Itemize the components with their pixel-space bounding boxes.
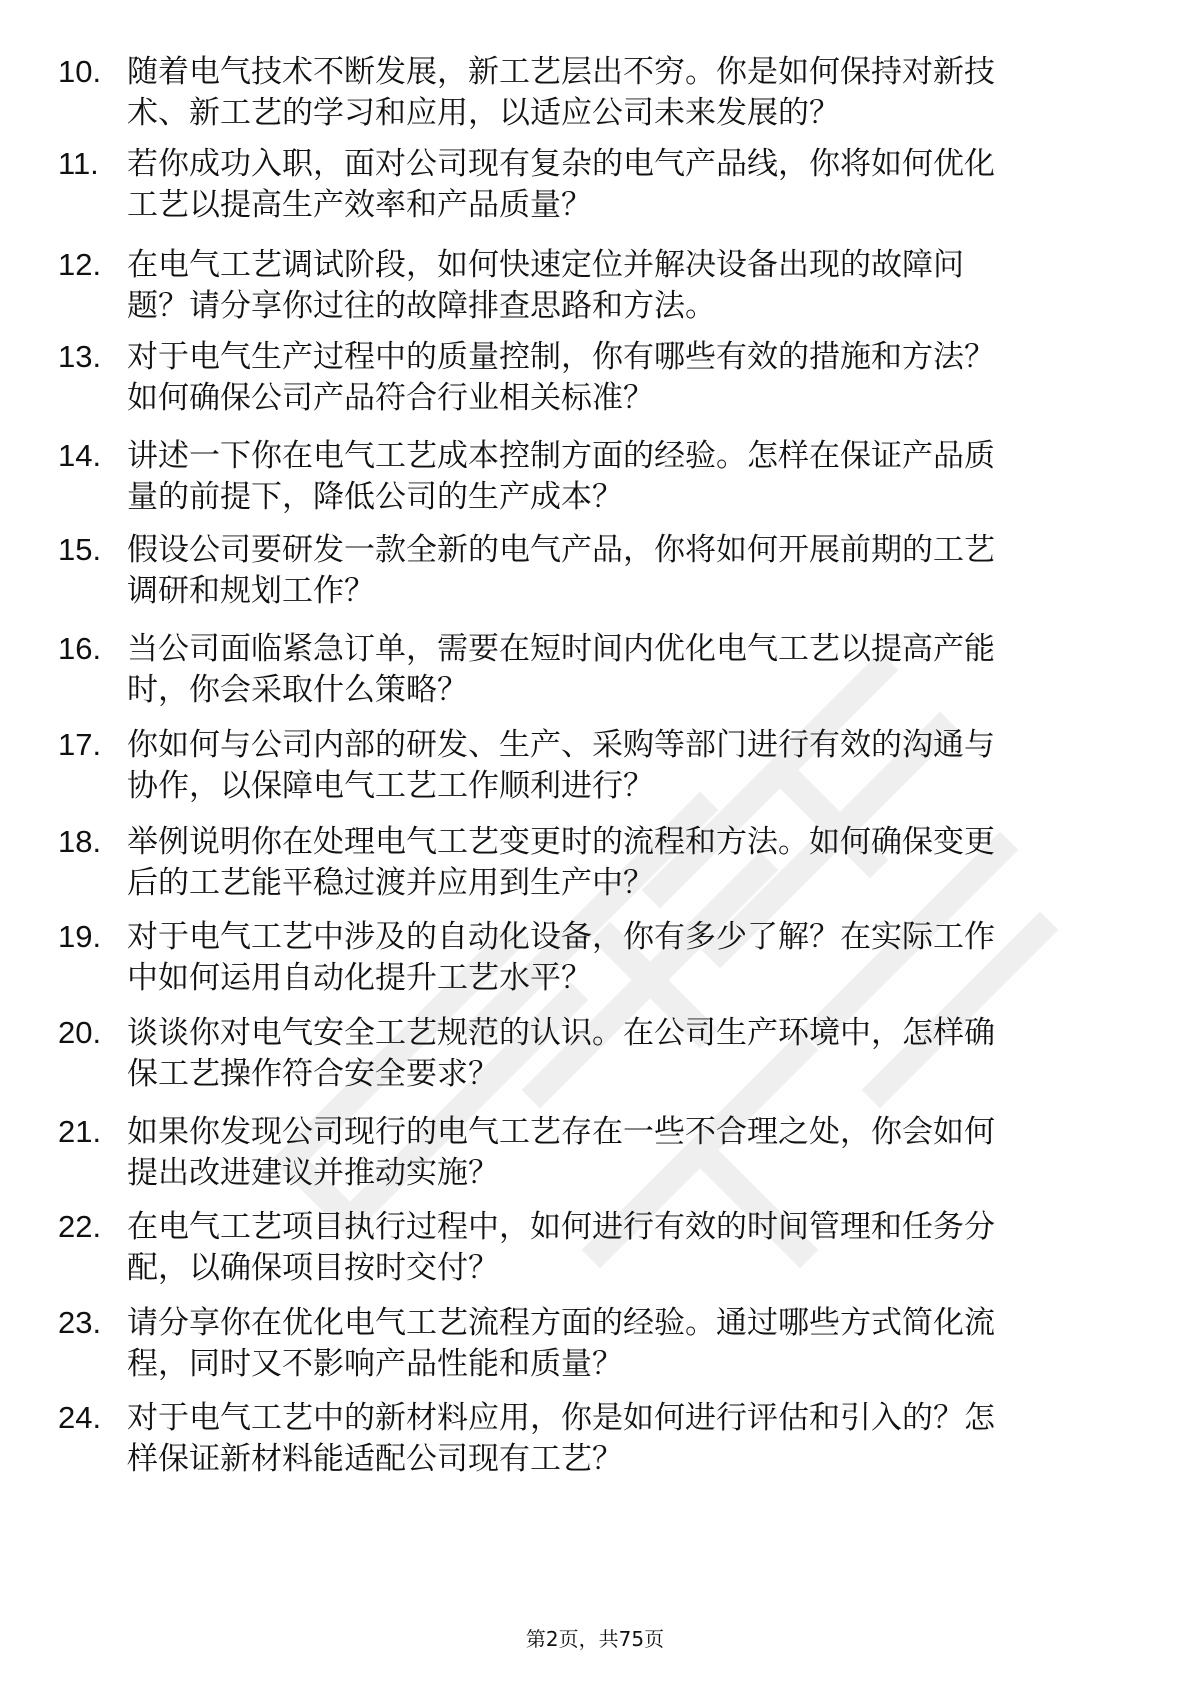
list-item xyxy=(0,245,1190,335)
list-item xyxy=(0,1398,1190,1488)
question-number: 13. xyxy=(58,339,102,374)
question-text-line: 假设公司要研发一款全新的电气产品，你将如何开展前期的工艺 xyxy=(127,532,995,568)
page-footer: 第2页，共75页 xyxy=(525,1627,665,1651)
question-text-line: 讲述一下你在电气工艺成本控制方面的经验。怎样在保证产品质 xyxy=(127,438,995,474)
question-text-line: 协作，以保障电气工艺工作顺利进行？ xyxy=(127,768,654,804)
question-number: 10. xyxy=(58,54,102,89)
question-number: 16. xyxy=(58,631,102,666)
question-text-line: 当公司面临紧急订单，需要在短时间内优化电气工艺以提高产能 xyxy=(127,631,995,667)
question-text-line: 若你成功入职，面对公司现有复杂的电气产品线，你将如何优化 xyxy=(127,146,995,182)
list-item xyxy=(0,917,1190,1007)
question-text-line: 时，你会采取什么策略？ xyxy=(127,672,468,708)
question-text-line: 提出改进建议并推动实施？ xyxy=(127,1155,499,1191)
question-number: 18. xyxy=(58,824,102,859)
question-text-line: 如果你发现公司现行的电气工艺存在一些不合理之处，你会如何 xyxy=(127,1114,995,1150)
question-text-line: 调研和规划工作？ xyxy=(127,573,375,609)
question-text-line: 保工艺操作符合安全要求？ xyxy=(127,1056,499,1092)
list-item xyxy=(0,436,1190,526)
question-text-line: 配，以确保项目按时交付？ xyxy=(127,1250,499,1286)
question-text-line: 量的前提下，降低公司的生产成本？ xyxy=(127,479,623,515)
question-number: 19. xyxy=(58,919,102,954)
list-item xyxy=(0,337,1190,427)
question-text-line: 对于电气工艺中的新材料应用，你是如何进行评估和引入的？怎 xyxy=(127,1400,995,1436)
question-text-line: 中如何运用自动化提升工艺水平？ xyxy=(127,960,592,996)
question-number: 21. xyxy=(58,1114,102,1149)
question-text-line: 谈谈你对电气安全工艺规范的认识。在公司生产环境中，怎样确 xyxy=(127,1015,995,1051)
question-number: 17. xyxy=(58,727,102,762)
list-item xyxy=(0,52,1190,142)
question-number: 24. xyxy=(58,1400,102,1435)
question-text-line: 后的工艺能平稳过渡并应用到生产中？ xyxy=(127,865,654,901)
list-item xyxy=(0,530,1190,620)
question-number: 22. xyxy=(58,1209,102,1244)
question-text-line: 举例说明你在处理电气工艺变更时的流程和方法。如何确保变更 xyxy=(127,824,995,860)
question-number: 23. xyxy=(58,1305,102,1340)
list-item xyxy=(0,1207,1190,1297)
question-number: 14. xyxy=(58,438,102,473)
question-text-line: 在电气工艺调试阶段，如何快速定位并解决设备出现的故障问 xyxy=(127,247,964,283)
question-text-line: 术、新工艺的学习和应用，以适应公司未来发展的？ xyxy=(127,95,840,131)
question-number: 20. xyxy=(58,1015,102,1050)
question-number: 11. xyxy=(58,146,99,181)
question-text-line: 在电气工艺项目执行过程中，如何进行有效的时间管理和任务分 xyxy=(127,1209,995,1245)
question-text-line: 请分享你在优化电气工艺流程方面的经验。通过哪些方式简化流 xyxy=(127,1305,995,1341)
list-item xyxy=(0,1112,1190,1202)
question-text-line: 如何确保公司产品符合行业相关标准？ xyxy=(127,380,654,416)
question-text-line: 样保证新材料能适配公司现有工艺？ xyxy=(127,1441,623,1477)
list-item xyxy=(0,822,1190,912)
list-item xyxy=(0,1013,1190,1103)
question-text-line: 程，同时又不影响产品性能和质量？ xyxy=(127,1346,623,1382)
question-text-line: 随着电气技术不断发展，新工艺层出不穷。你是如何保持对新技 xyxy=(127,54,995,90)
list-item xyxy=(0,144,1190,234)
list-item xyxy=(0,629,1190,719)
list-item xyxy=(0,1303,1190,1393)
question-text-line: 题？请分享你过往的故障排查思路和方法。 xyxy=(127,288,716,324)
list-item xyxy=(0,725,1190,815)
question-number: 15. xyxy=(58,532,102,567)
question-text-line: 你如何与公司内部的研发、生产、采购等部门进行有效的沟通与 xyxy=(127,727,995,763)
question-text-line: 工艺以提高生产效率和产品质量？ xyxy=(127,187,592,223)
question-text-line: 对于电气生产过程中的质量控制，你有哪些有效的措施和方法？ xyxy=(127,339,995,375)
question-number: 12. xyxy=(58,247,102,282)
question-text-line: 对于电气工艺中涉及的自动化设备，你有多少了解？在实际工作 xyxy=(127,919,995,955)
